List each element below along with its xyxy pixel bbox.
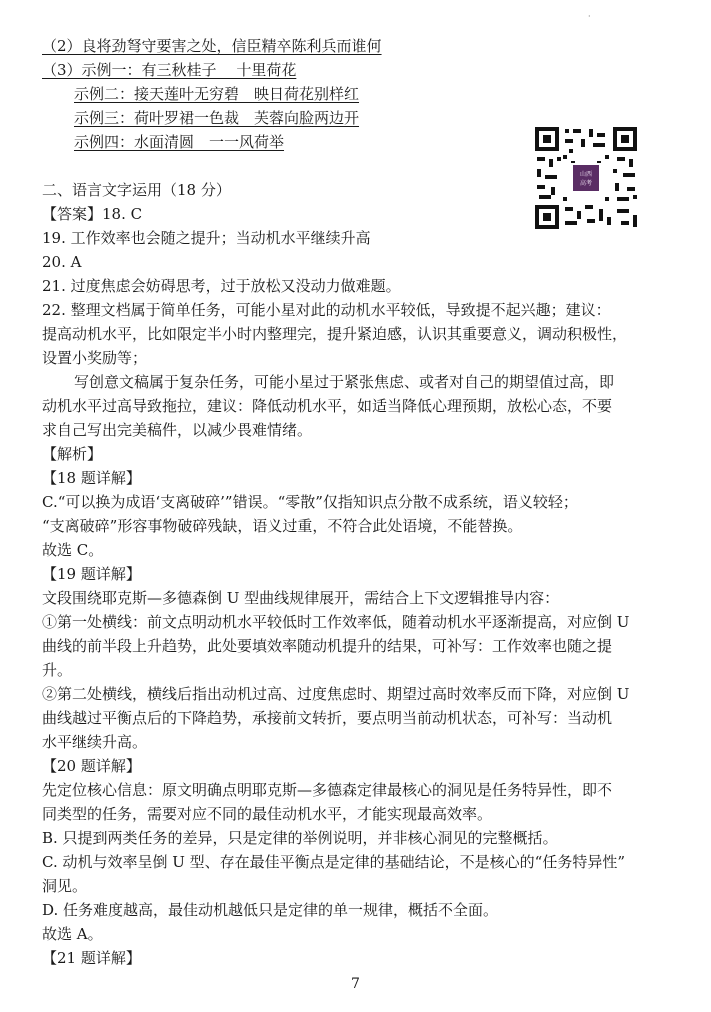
q20-conclusion: 故选 A。 bbox=[42, 925, 103, 943]
example-line-4: 示例四：水面清圆 一一风荷举 bbox=[74, 133, 285, 151]
answer-22-para2-line-1: 写创意文稿属于复杂任务，可能小星过于紧张焦虑、或者对自己的期望值过高，即 bbox=[74, 373, 615, 391]
q19-line-1: 文段围绕耶克斯—多德森倒 U 型曲线规律展开，需结合上下文逻辑推导内容： bbox=[42, 589, 560, 607]
q20-option-c-cont: 洞见。 bbox=[42, 877, 88, 895]
answer-19: 19. 工作效率也会随之提升；当动机水平继续升高 bbox=[42, 229, 371, 247]
answer-21: 21. 过度焦虑会妨碍思考，过于放松又没动力做难题。 bbox=[42, 277, 401, 295]
q20-line-1: 先定位核心信息：原文明确点明耶克斯—多德森定律最核心的洞见是任务特异性，即不 bbox=[42, 781, 613, 799]
svg-text:山西: 山西 bbox=[579, 171, 593, 178]
q19-line-2: ①第一处横线：前文点明动机水平较低时工作效率低，随着动机水平逐渐提高，对应倒 U bbox=[42, 613, 630, 631]
scan-dot: · bbox=[588, 12, 591, 21]
q21-header: 【21 题详解】 bbox=[42, 949, 141, 967]
q19-line-3: 曲线的前半段上升趋势，此处要填效率随动机提升的结果，可补写：工作效率也随之提 bbox=[42, 637, 613, 655]
q20-option-d: D. 任务难度越高，最佳动机越低只是定律的单一规律，概括不全面。 bbox=[42, 901, 499, 919]
answer-22-line-3: 设置小奖励等； bbox=[42, 349, 148, 367]
answer-22-line-1: 22. 整理文档属于简单任务，可能小星对此的动机水平较低，导致提不起兴趣；建议： bbox=[42, 301, 611, 319]
section-title: 二、语言文字运用（18 分） bbox=[42, 181, 231, 199]
answer-22-line-2: 提高动机水平，比如限定半小时内整理完，提升紧迫感，认识其重要意义，调动积极性， bbox=[42, 325, 628, 343]
q19-line-4: 升。 bbox=[42, 661, 73, 679]
q18-conclusion: 故选 C。 bbox=[42, 541, 104, 559]
example-line-2: 示例二：接天莲叶无穷碧 映日荷花别样红 bbox=[74, 85, 360, 103]
q19-line-7: 水平继续升高。 bbox=[42, 733, 148, 751]
page-number: 7 bbox=[351, 976, 360, 992]
answer-line-3: （3）示例一：有三秋桂子 十里荷花 bbox=[42, 61, 297, 79]
q18-line-1: C.“可以换为成语‘支离破碎’”错误。“零散”仅指知识点分散不成系统，语义较轻； bbox=[42, 493, 578, 511]
answer-20: 20. A bbox=[42, 253, 82, 271]
answer-header-line: 【答案】18. C bbox=[42, 205, 143, 223]
example-line-3: 示例三：荷叶罗裙一色裁 芙蓉向脸两边开 bbox=[74, 109, 360, 127]
q19-line-6: 曲线越过平衡点后的下降趋势，承接前文转折，要点明当前动机状态，可补写：当动机 bbox=[42, 709, 613, 727]
answer-line-2: （2）良将劲弩守要害之处，信臣精卒陈利兵而谁何 bbox=[42, 37, 382, 55]
answer-22-para2-line-3: 求自己写出完美稿件，以减少畏难情绪。 bbox=[42, 421, 313, 439]
analysis-header: 【解析】 bbox=[42, 445, 103, 463]
answer-22-para2-line-2: 动机水平过高导致拖拉，建议：降低动机水平，如适当降低心理预期，放松心态，不要 bbox=[42, 397, 613, 415]
svg-text:高考: 高考 bbox=[579, 180, 593, 187]
q20-option-c: C. 动机与效率呈倒 U 型、存在最佳平衡点是定律的基础结论，不是核心的“任务特异性” bbox=[42, 853, 625, 871]
q20-line-2: 同类型的任务，需要对应不同的最佳动机水平，才能实现最高效率。 bbox=[42, 805, 493, 823]
q19-line-5: ②第二处横线，横线后指出动机过高、过度焦虑时、期望过高时效率反而下降，对应倒 U bbox=[42, 685, 630, 703]
q20-option-b: B. 只提到两类任务的差异，只是定律的举例说明，并非核心洞见的完整概括。 bbox=[42, 829, 558, 847]
q18-header: 【18 题详解】 bbox=[42, 469, 141, 487]
q20-header: 【20 题详解】 bbox=[42, 757, 141, 775]
q18-line-2: “支离破碎”形容事物破碎残缺，语义过重，不符合此处语境，不能替换。 bbox=[42, 517, 523, 535]
q19-header: 【19 题详解】 bbox=[42, 565, 141, 583]
